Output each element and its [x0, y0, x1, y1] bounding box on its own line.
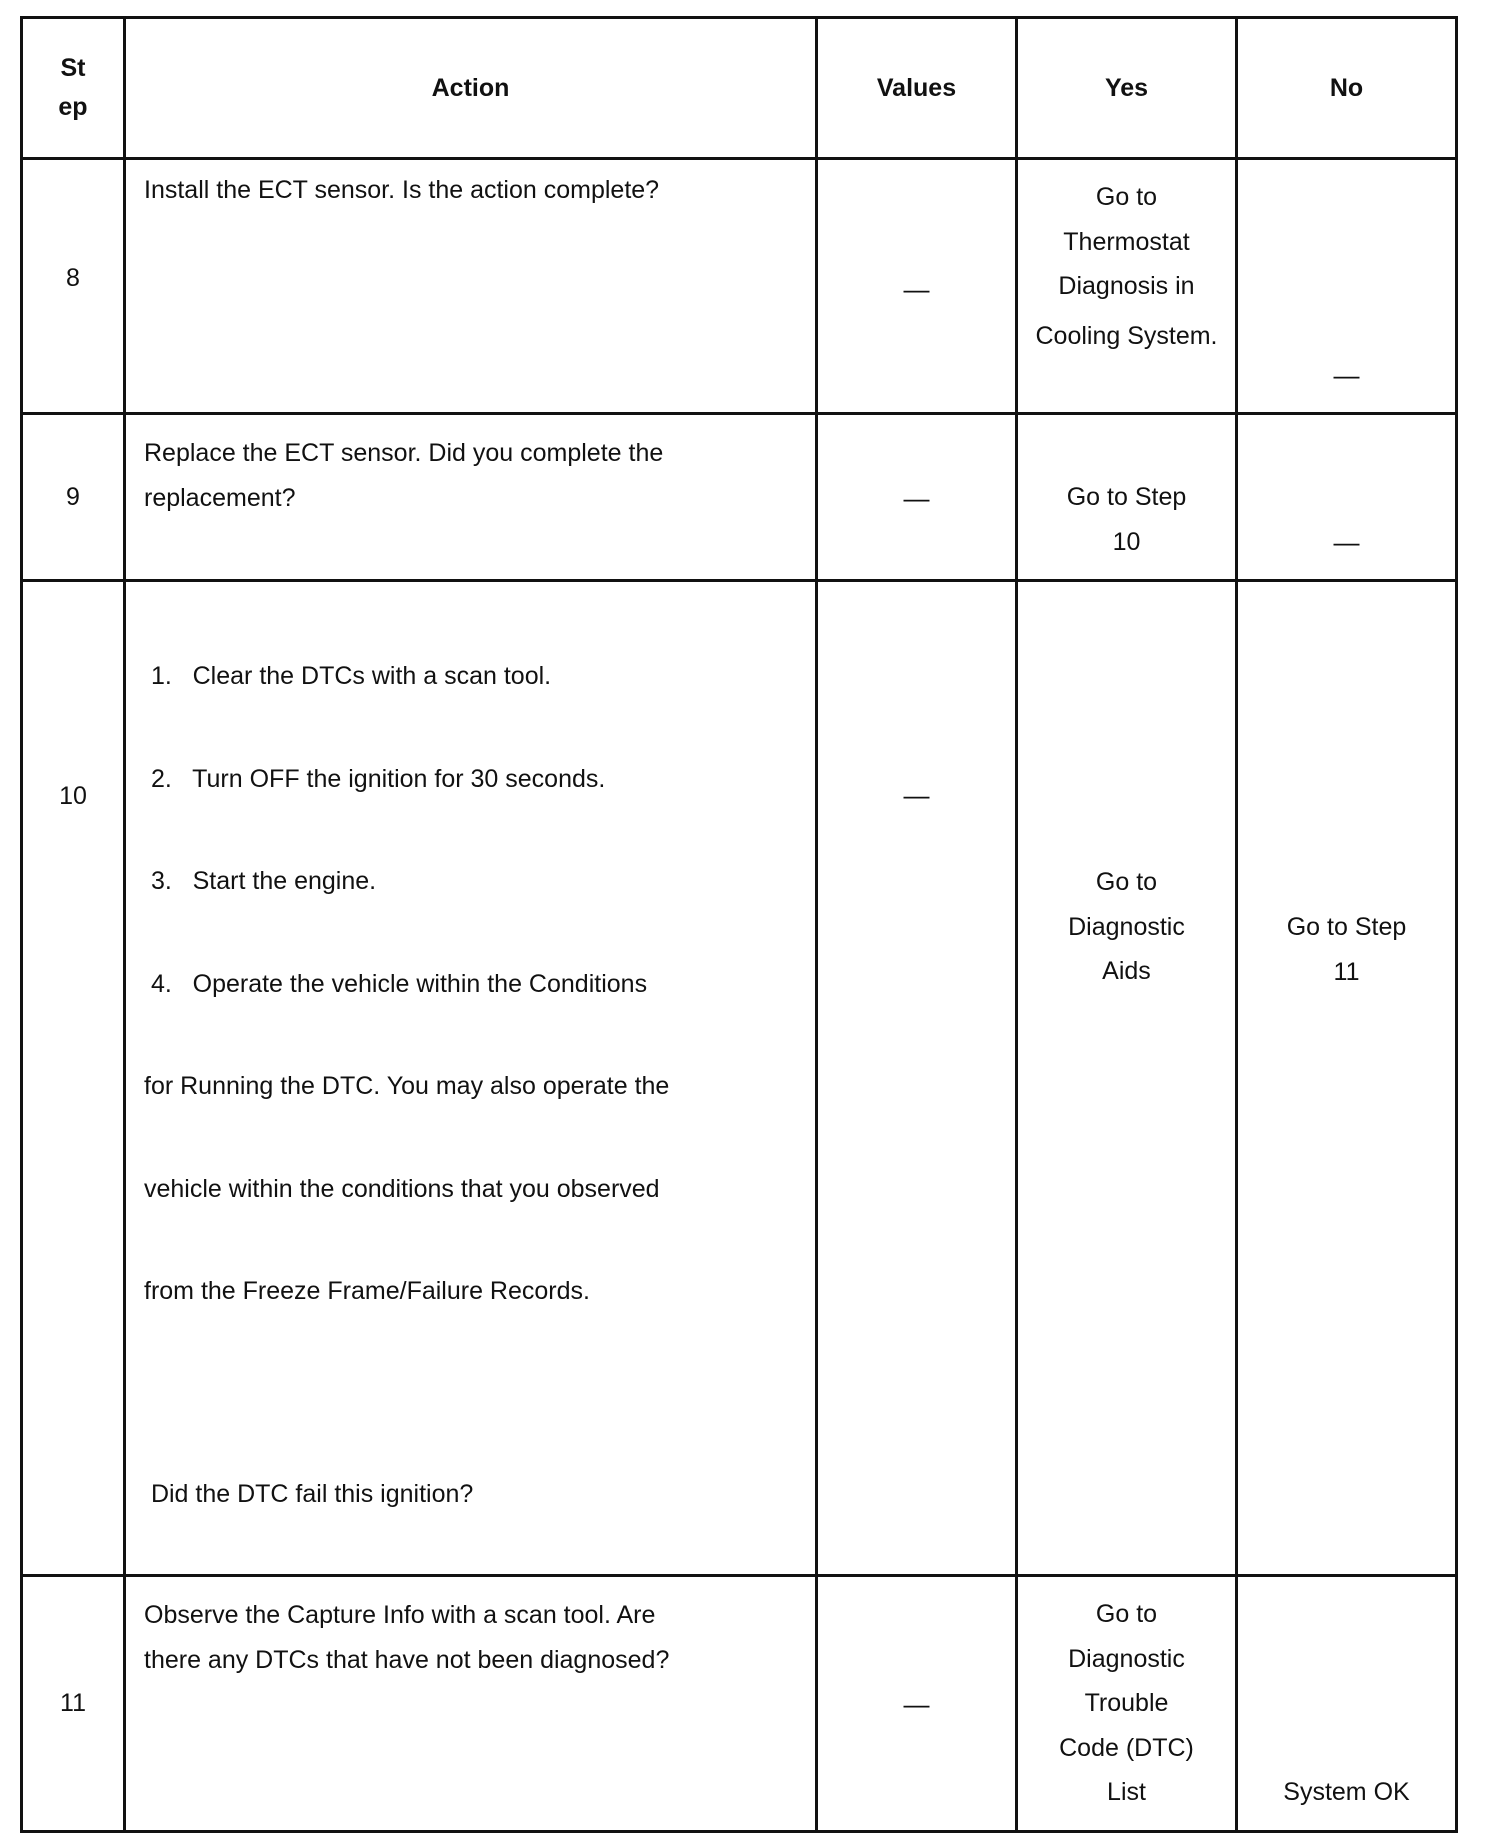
yes-line: Cooling System.: [1035, 321, 1218, 350]
table-row: [22, 581, 1457, 1576]
yes-line: Diagnostic: [1068, 912, 1185, 941]
yes-line: Go to Step: [1066, 483, 1187, 511]
header-step: [22, 18, 125, 159]
action-line: Observe the Capture Info with a scan tool. Are: [144, 1601, 656, 1629]
action-list-item: 1. Clear the DTCs with a scan tool.: [144, 662, 552, 690]
header-row: [22, 18, 1457, 159]
yes-line: Go to: [1095, 1600, 1158, 1628]
values-dash: —: [903, 274, 930, 304]
no-line: Go to Step: [1286, 913, 1407, 941]
header-step-line-2: ep: [58, 93, 88, 121]
step-number: 11: [60, 1689, 86, 1717]
yes-line: Thermostat: [1063, 227, 1190, 256]
no-cell: [1237, 581, 1457, 1576]
yes-cell: [1017, 581, 1237, 1576]
yes-line: Diagnostic: [1068, 1644, 1185, 1673]
header-no: No: [1237, 18, 1457, 159]
step-cell: [22, 581, 125, 1576]
values-cell: [817, 581, 1017, 1576]
values-cell: [817, 1576, 1017, 1832]
action-list-item: 2. Turn OFF the ignition for 30 seconds.: [144, 764, 606, 793]
yes-line: 10: [1112, 527, 1141, 556]
action-line: Install the ECT sensor. Is the action complete?: [144, 176, 660, 204]
yes-line: Aids: [1102, 957, 1151, 985]
diagnostic-table: [20, 16, 1458, 1833]
action-cell: [125, 581, 817, 1576]
yes-line: List: [1107, 1778, 1146, 1806]
yes-cell: [1017, 159, 1237, 414]
action-line: there any DTCs that have not been diagnosed?: [144, 1645, 670, 1674]
header-yes: Yes: [1017, 18, 1237, 159]
no-cell: [1237, 414, 1457, 581]
step-cell: [22, 1576, 125, 1832]
values-cell: [817, 414, 1017, 581]
action-line: replacement?: [144, 483, 296, 512]
action-cell: [125, 159, 817, 414]
header-step-line-1: St: [60, 54, 86, 82]
step-cell: [22, 159, 125, 414]
action-question: Did the DTC fail this ignition?: [144, 1479, 474, 1508]
step-cell: [22, 414, 125, 581]
yes-line: Diagnosis in: [1058, 272, 1195, 300]
header-values: Values: [817, 18, 1017, 159]
no-cell: [1237, 159, 1457, 414]
action-cell: [125, 1576, 817, 1832]
values-cell: [817, 159, 1017, 414]
action-line: for Running the DTC. You may also operate the: [144, 1072, 670, 1100]
step-number: 10: [59, 782, 87, 810]
action-line: Replace the ECT sensor. Did you complete the: [144, 439, 664, 467]
table-row: [22, 1576, 1457, 1832]
step-number: 8: [66, 264, 80, 292]
yes-cell: [1017, 1576, 1237, 1832]
values-dash: —: [903, 1689, 930, 1719]
action-list-item: 3. Start the engine.: [144, 867, 377, 895]
yes-line: Go to: [1095, 868, 1158, 896]
action-cell: [125, 414, 817, 581]
no-cell: [1237, 1576, 1457, 1832]
no-dash: —: [1333, 527, 1360, 557]
step-number: 9: [66, 483, 80, 511]
yes-line: Trouble: [1084, 1689, 1169, 1717]
action-line: vehicle within the conditions that you observed: [144, 1174, 660, 1203]
action-list-item: 4. Operate the vehicle within the Conditions: [144, 969, 648, 998]
table-row: [22, 414, 1457, 581]
action-line: from the Freeze Frame/Failure Records.: [144, 1277, 590, 1305]
no-line: 11: [1333, 957, 1360, 986]
header-action: Action: [125, 18, 817, 159]
yes-line: Go to: [1095, 183, 1158, 211]
values-dash: —: [903, 780, 930, 810]
no-dash: —: [1333, 360, 1360, 390]
table-row: [22, 159, 1457, 414]
yes-line: Code (DTC): [1059, 1733, 1194, 1762]
values-dash: —: [903, 483, 930, 513]
yes-cell: [1017, 414, 1237, 581]
action-spacer: [144, 1372, 815, 1414]
no-line: System OK: [1283, 1778, 1410, 1806]
